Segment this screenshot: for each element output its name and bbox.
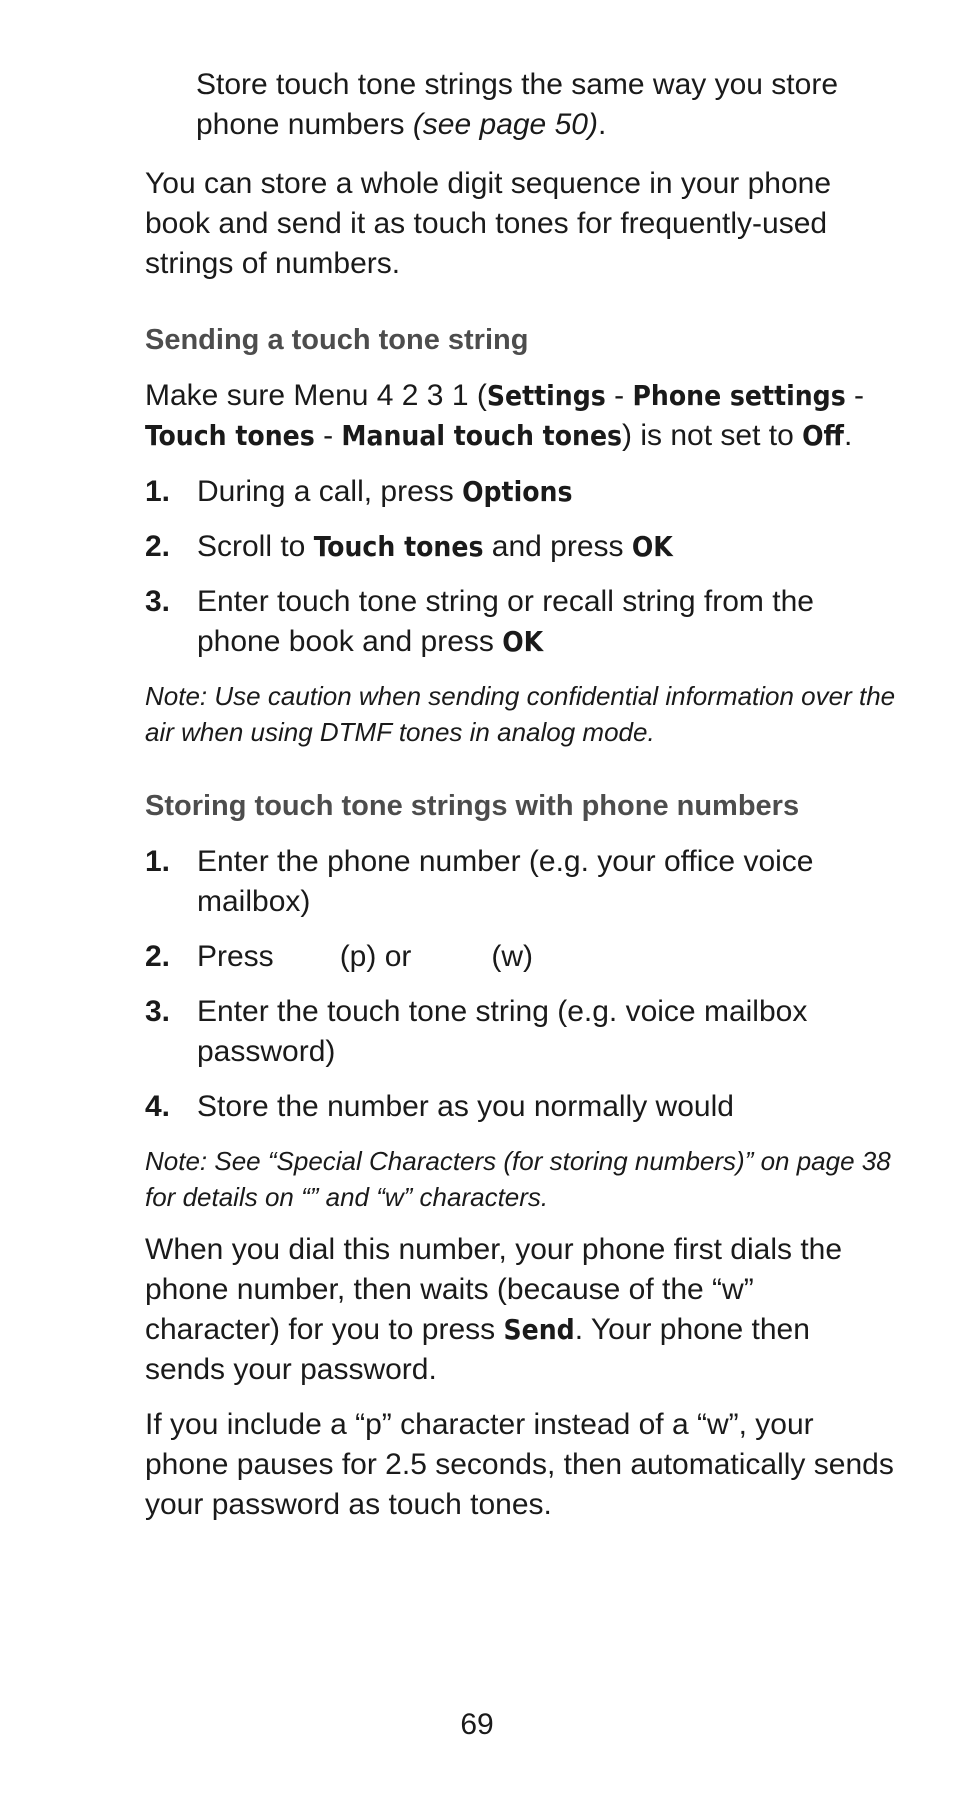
intro-paragraph: You can store a whole digit sequence in your phone book and send it as touch tones for frequently-used strings of numbers. <box>145 167 832 280</box>
prereq-sep: - <box>314 419 342 452</box>
note-dtmf-caution: Note: Use caution when sending confidential information over the air when using DTMF tones in analog mode. <box>145 681 896 747</box>
menu-manual-touch-tones: Manual touch tones <box>341 419 623 452</box>
step-text: Store the number as you normally would <box>197 1090 734 1123</box>
wait-character: (w) <box>491 940 534 973</box>
note-special-characters: Note: See “Special Characters (for storing numbers)” on page 38 for details on “” and “w” characters. <box>145 1146 891 1212</box>
prereq-text: ) is not set to <box>622 419 803 452</box>
section-heading-storing: Storing touch tone strings with phone numbers <box>145 790 800 822</box>
page-reference: (see page 50) <box>412 108 598 141</box>
menu-settings: Settings <box>486 379 606 412</box>
intro-period: . <box>597 108 607 141</box>
step-text <box>197 472 897 512</box>
paragraph-text: . Your phone then sends your password. <box>145 1313 810 1386</box>
step-number: 4. <box>145 1090 171 1123</box>
prereq-sep: - <box>605 379 633 412</box>
step-text <box>197 527 897 567</box>
menu-phone-settings: Phone settings <box>632 379 846 412</box>
prereq-period: . <box>843 419 853 452</box>
pause-character: (p) or <box>339 940 412 973</box>
key-options: Options <box>462 475 573 508</box>
menu-touch-tones: Touch tones <box>313 530 484 563</box>
step-instruction: Press <box>197 940 274 973</box>
prereq-text: Make sure Menu 4 2 3 1 ( <box>145 379 487 412</box>
key-send: Send <box>503 1313 575 1346</box>
menu-touch-tones: Touch tones <box>145 419 315 452</box>
step-instruction: Scroll to <box>197 530 314 563</box>
step-instruction: During a call, press <box>197 475 463 508</box>
step-number: 1. <box>145 845 171 878</box>
key-ok: OK <box>631 530 673 563</box>
step-text <box>197 582 897 662</box>
step-number: 1. <box>145 475 171 508</box>
step-number: 3. <box>145 585 171 618</box>
step-text <box>197 937 897 977</box>
paragraph-text: When you dial this number, your phone first dials the phone number, then waits (because of the “w” character) for you to press <box>145 1233 843 1346</box>
step-number: 3. <box>145 995 171 1028</box>
step-number: 2. <box>145 530 171 563</box>
intro-text: Store touch tone strings the same way you store phone numbers <box>196 68 838 141</box>
prerequisite-paragraph <box>145 376 895 456</box>
dial-explanation-paragraph <box>145 1230 895 1390</box>
step-number: 2. <box>145 940 171 973</box>
key-ok: OK <box>502 625 544 658</box>
step-instruction: Enter touch tone string or recall string from the phone book and press <box>197 585 814 658</box>
intro-store-strings <box>196 65 896 145</box>
prereq-sep: - <box>845 379 865 412</box>
pause-explanation-paragraph: If you include a “p” character instead of a “w”, your phone pauses for 2.5 seconds, then automatically sends your password as touch tones. <box>145 1408 894 1521</box>
step-text: Enter the touch tone string (e.g. voice mailbox password) <box>197 995 808 1068</box>
page-number: 69 <box>460 1708 494 1741</box>
step-instruction: and press <box>483 530 632 563</box>
setting-off: Off <box>802 419 844 452</box>
step-text: Enter the phone number (e.g. your office voice mailbox) <box>197 845 814 918</box>
section-heading-sending: Sending a touch tone string <box>145 324 529 356</box>
